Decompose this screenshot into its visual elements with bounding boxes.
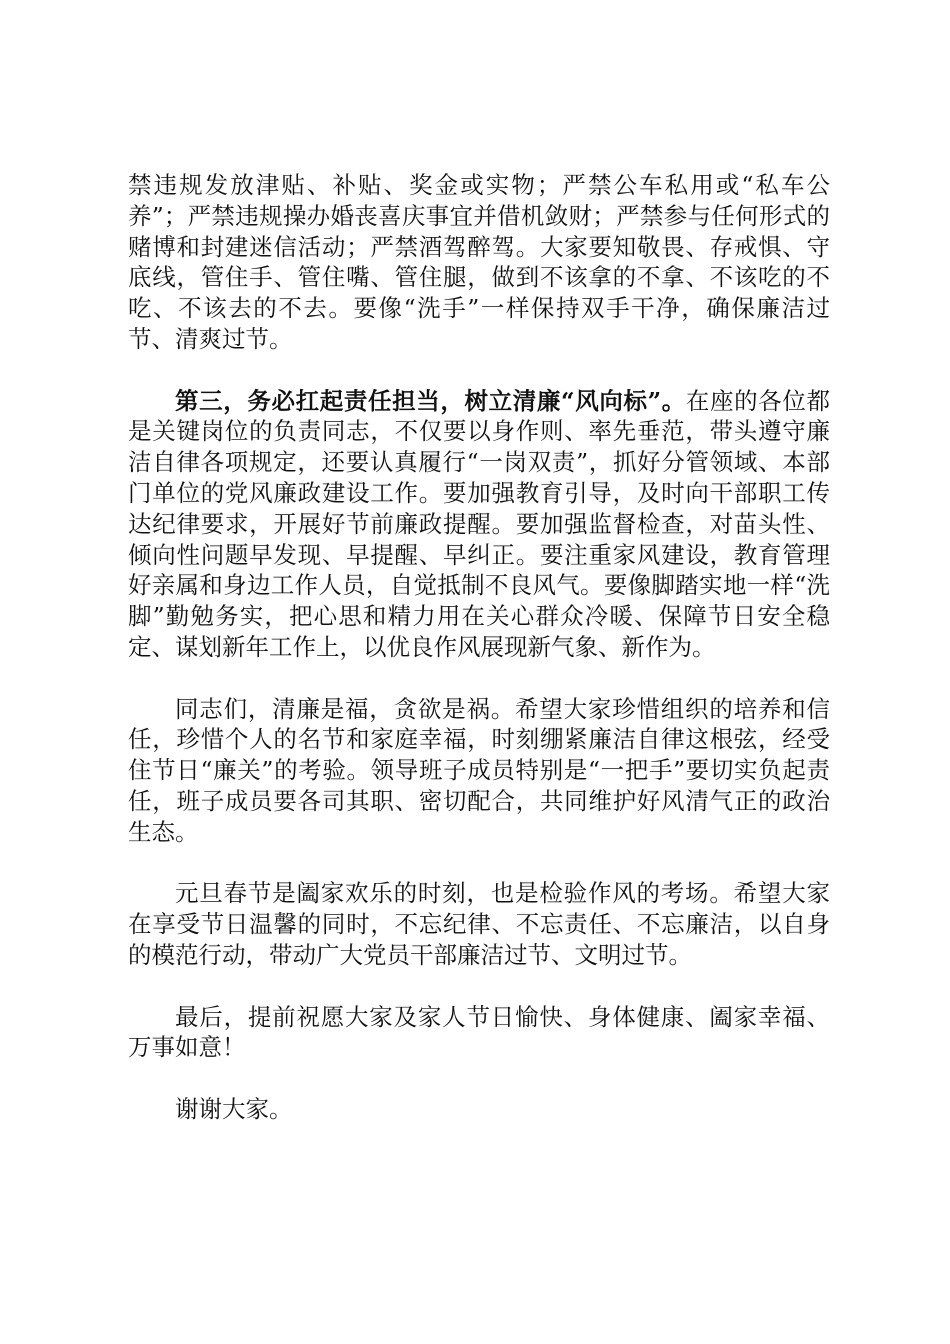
paragraph-third-body: 在座的各位都是关键岗位的负责同志，不仅要以身作则、率先垂范，带头遵守廉洁自律各项规定，还要认真履行“一岗双责”，抓好分管领域、本部门单位的党风廉政建设工作。要加强教育引导，及时向干部职工传达纪律要求，开展好节前廉政提醒。要加强监督检查，对苗头性、倾向性问题早发现、早提醒、早纠正。要注重家风建设，教育管理好亲属和身边工作人员，自觉抵制不良风气。要像脚踏实地一样“洗脚”勤勉务实，把心思和精力用在关心群众冷暖、保障节日安全稳定、谋划新年工作上，以优良作风展现新气象、新作为。 xyxy=(128,386,830,661)
paragraph-festival: 元旦春节是阖家欢乐的时刻，也是检验作风的考场。希望大家在享受节日温馨的同时，不忘纪律、不忘责任、不忘廉洁，以自身的模范行动，带动广大党员干部廉洁过节、文明过节。 xyxy=(128,879,830,969)
document-body xyxy=(128,170,830,1125)
paragraph-comrades: 同志们，清廉是福，贪欲是祸。希望大家珍惜组织的培养和信任，珍惜个人的名节和家庭幸福，时刻绷紧廉洁自律这根弦，经受住节日“廉关”的考验。领导班子成员特别是“一把手”要切实负起责任，班子成员要各司其职、密切配合，共同维护好风清气正的政治生态。 xyxy=(128,694,830,846)
section-heading-third: 第三，务必扛起责任担当，树立清廉“风向标”。 xyxy=(175,386,686,415)
paragraph-third-point xyxy=(128,386,830,663)
paragraph-wishes: 最后，提前祝愿大家及家人节日愉快、身体健康、阖家幸福、万事如意！ xyxy=(128,1002,830,1062)
paragraph-continued: 禁违规发放津贴、补贴、奖金或实物；严禁公车私用或“私车公养”；严禁违规操办婚丧喜庆事宜并借机敛财；严禁参与任何形式的赌博和封建迷信活动；严禁酒驾醉驾。大家要知敬畏、存戒惧、守底线，管住手、管住嘴、管住腿，做到不该拿的不拿、不该吃的不吃、不该去的不去。要像“洗手”一样保持双手干净，确保廉洁过节、清爽过节。 xyxy=(128,171,830,353)
paragraph-thanks: 谢谢大家。 xyxy=(175,1094,293,1123)
